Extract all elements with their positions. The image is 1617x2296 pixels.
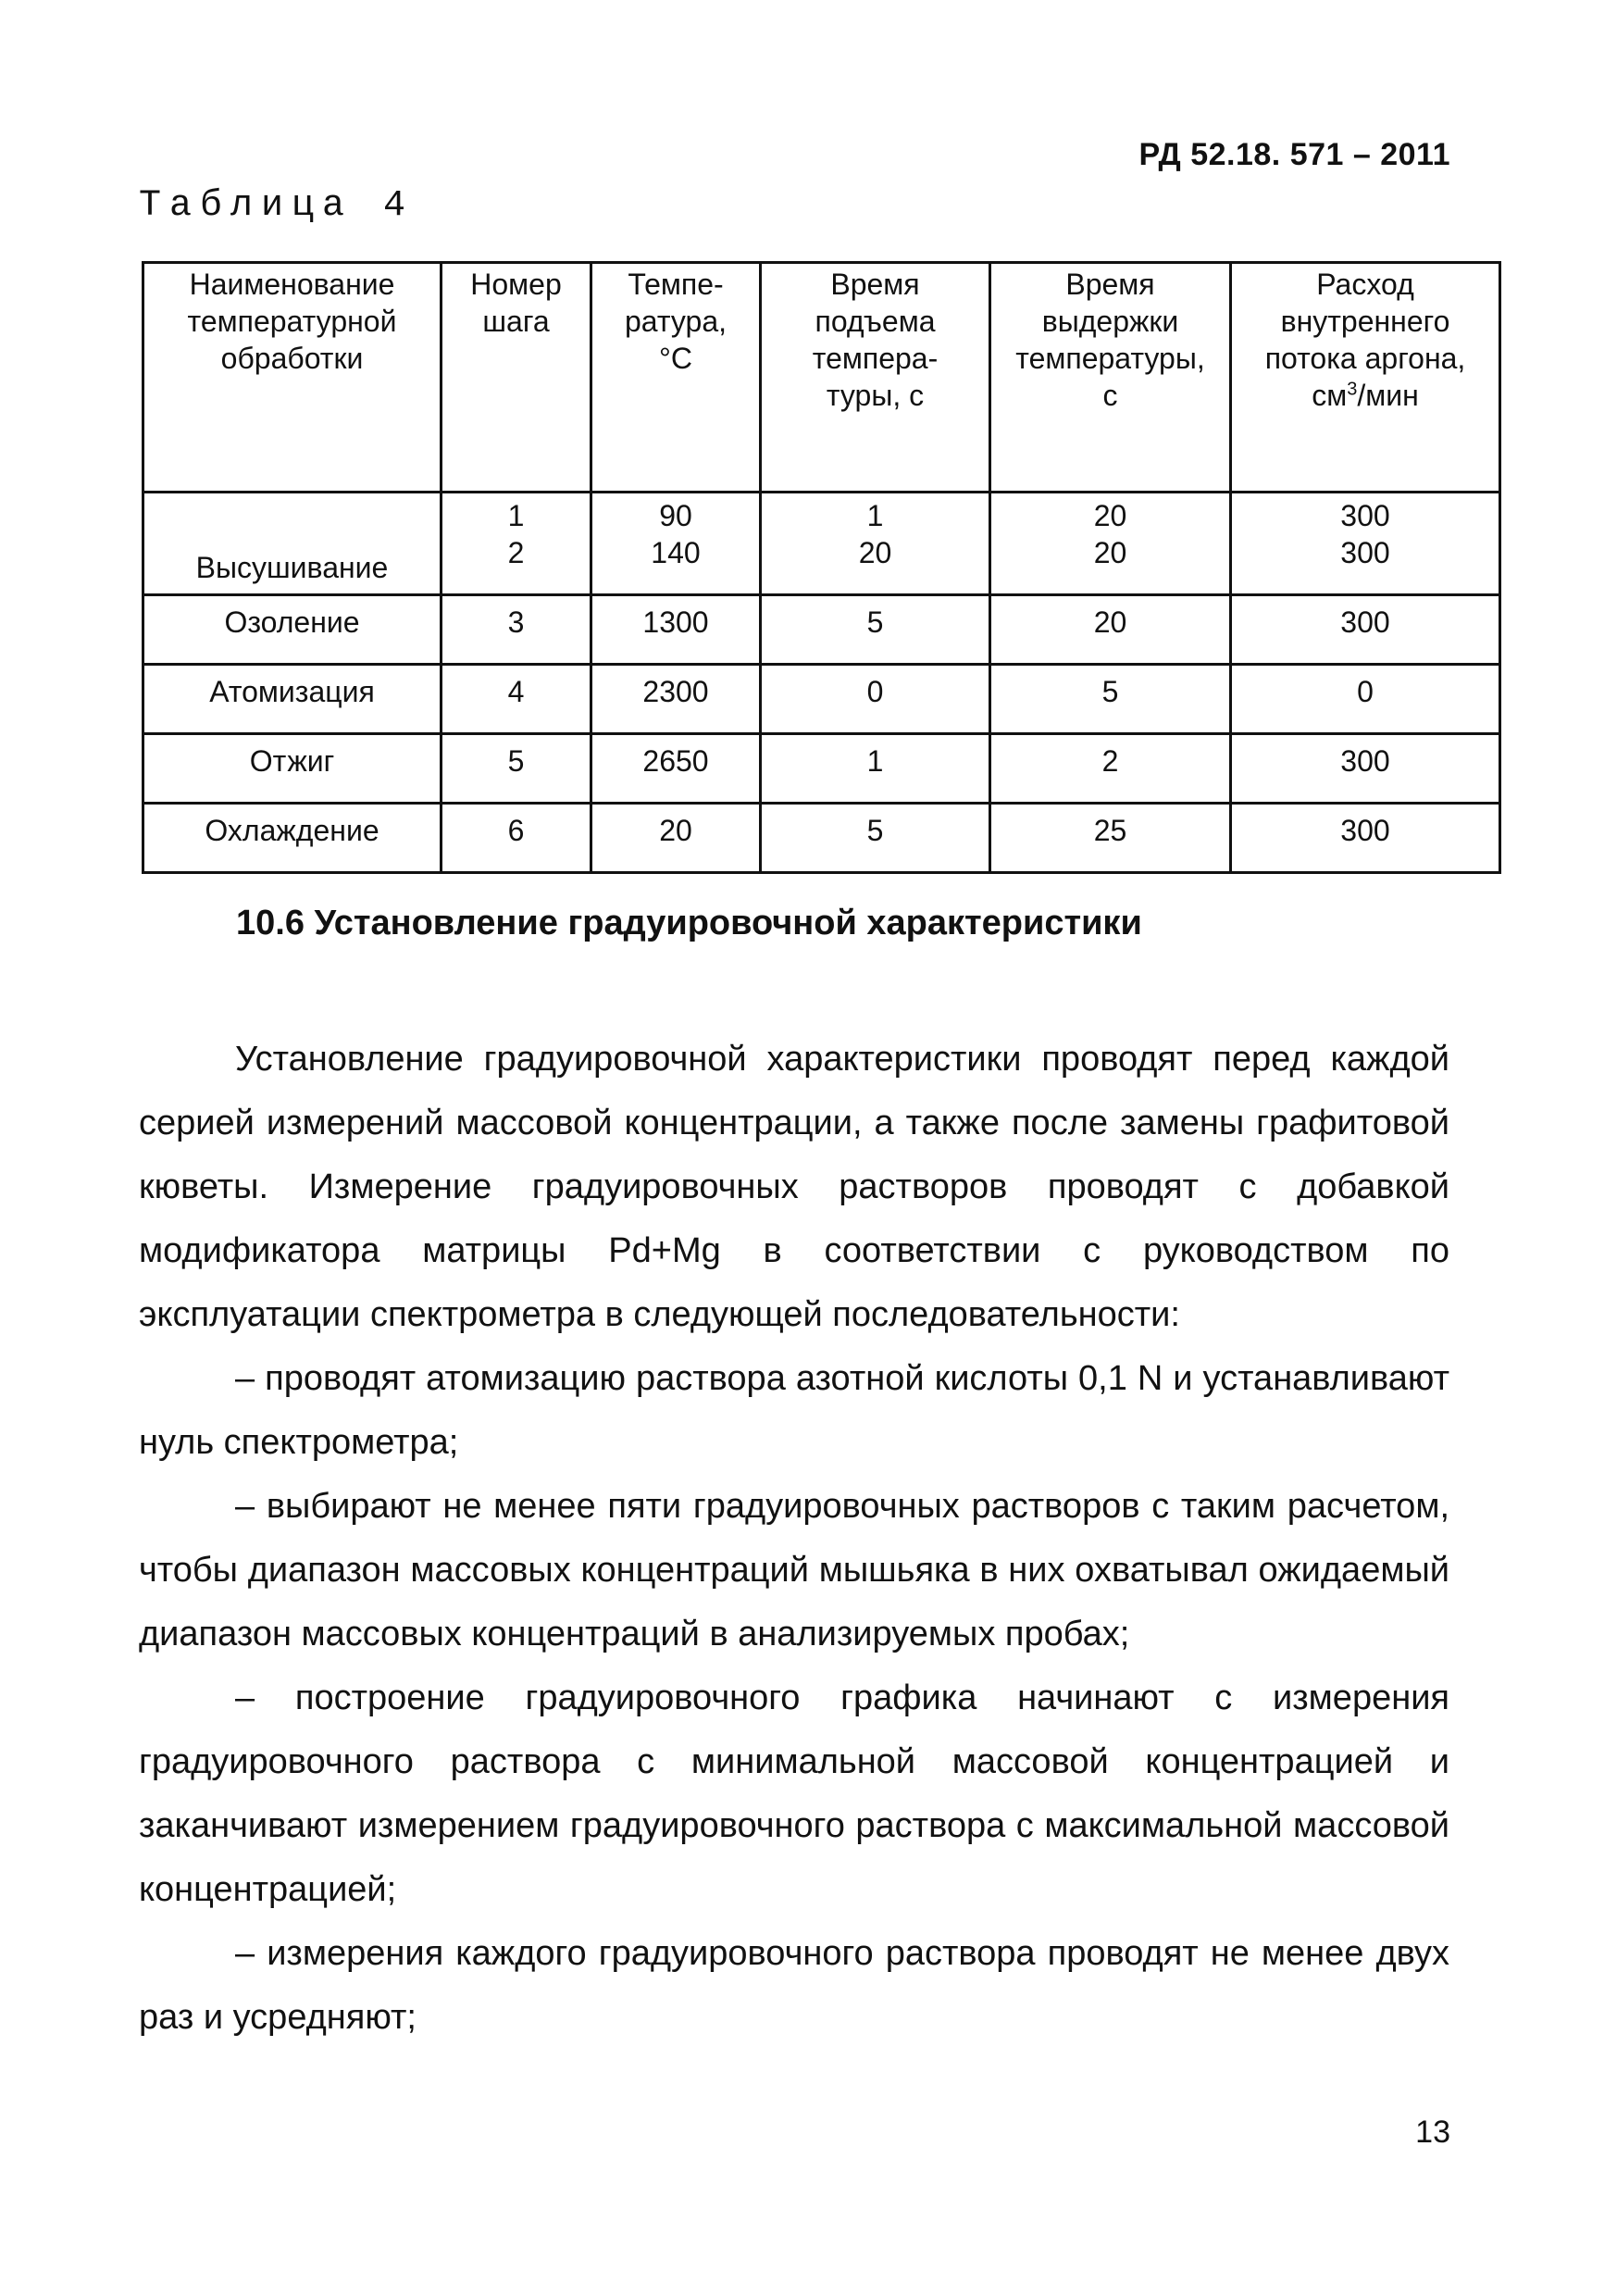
table-row <box>143 595 1500 665</box>
table-row <box>143 493 1500 595</box>
hold-time-cell: 20 <box>990 595 1231 665</box>
list-item: – измерения каждого градуировочного раствора проводят не менее двух раз и усредняют; <box>139 1934 1449 2037</box>
header-rise-time: Время подъема темпера- туры, с <box>761 263 990 493</box>
header-temperature: Темпе- ратура, °С <box>591 263 761 493</box>
header-step-number: Номер шага <box>442 263 591 493</box>
processing-table <box>142 261 1501 874</box>
list-item: – проводят атомизацию раствора азотной кислоты 0,1 N и устанавливают нуль спектрометра; <box>139 1359 1449 1462</box>
step-cell: 6 <box>442 804 591 873</box>
argon-flow-cell: 300 <box>1231 734 1500 804</box>
treatment-name: Охлаждение <box>143 804 442 873</box>
temperature-cell: 2650 <box>591 734 761 804</box>
table-row <box>143 804 1500 873</box>
rise-time-cell: 0 <box>761 665 990 734</box>
argon-flow-cell: 300 300 <box>1231 493 1500 595</box>
step-cell: 5 <box>442 734 591 804</box>
hold-time-cell: 20 20 <box>990 493 1231 595</box>
treatment-name: Отжиг <box>143 734 442 804</box>
table-header-row <box>143 263 1500 493</box>
temperature-cell: 20 <box>591 804 761 873</box>
header-argon-flow: Расход внутреннего потока аргона, $см^3$/мин <box>1231 263 1500 493</box>
hold-time-cell: 2 <box>990 734 1231 804</box>
temperature-cell: 1300 <box>591 595 761 665</box>
argon-flow-cell: 300 <box>1231 804 1500 873</box>
temperature-cell: 90 140 <box>591 493 761 595</box>
body-text <box>139 1028 1449 2050</box>
rise-time-cell: 5 <box>761 804 990 873</box>
treatment-name: Озоление <box>143 595 442 665</box>
list-item: – построение градуировочного графика начинают с измерения градуировочного раствора с минимальной массовой концентрацией и заканчивают измерением градуировочного раствора с максимальной массовой концентрацией; <box>139 1678 1449 1909</box>
step-cell: 1 2 <box>442 493 591 595</box>
section-title: 10.6 Установление градуировочной характеристики <box>236 904 1142 942</box>
treatment-name: Высушивание <box>143 493 442 595</box>
document-code: РД 52.18. 571 – 2011 <box>1138 137 1450 172</box>
table-caption: Таблица 4 <box>139 185 415 227</box>
page-number: 13 <box>1415 2115 1450 2150</box>
header-treatment-name: Наименование температурной обработки <box>143 263 442 493</box>
header-hold-time: Время выдержки температуры, с <box>990 263 1231 493</box>
step-cell: 4 <box>442 665 591 734</box>
argon-flow-cell: 300 <box>1231 595 1500 665</box>
temperature-cell: 2300 <box>591 665 761 734</box>
table-row <box>143 734 1500 804</box>
argon-flow-cell: 0 <box>1231 665 1500 734</box>
rise-time-cell: 1 <box>761 734 990 804</box>
rise-time-cell: 5 <box>761 595 990 665</box>
hold-time-cell: 25 <box>990 804 1231 873</box>
step-cell: 3 <box>442 595 591 665</box>
table-row <box>143 665 1500 734</box>
rise-time-cell: 1 20 <box>761 493 990 595</box>
list-item: – выбирают не менее пяти градуировочных растворов с таким расчетом, чтобы диапазон массовых концентраций мышьяка в них охватывал ожидаемый диапазон массовых концентраций в анализируемых пробах; <box>139 1487 1449 1653</box>
paragraph: Установление градуировочной характеристики проводят перед каждой серией измерений массовой концентрации, а также после замены графитовой кюветы. Измерение градуировочных растворов проводят с добавкой модификатора матрицы Pd+Mg в соответствии с руководством по эксплуатации спектрометра в следующей последовательности: <box>139 1040 1449 1334</box>
treatment-name: Атомизация <box>143 665 442 734</box>
hold-time-cell: 5 <box>990 665 1231 734</box>
